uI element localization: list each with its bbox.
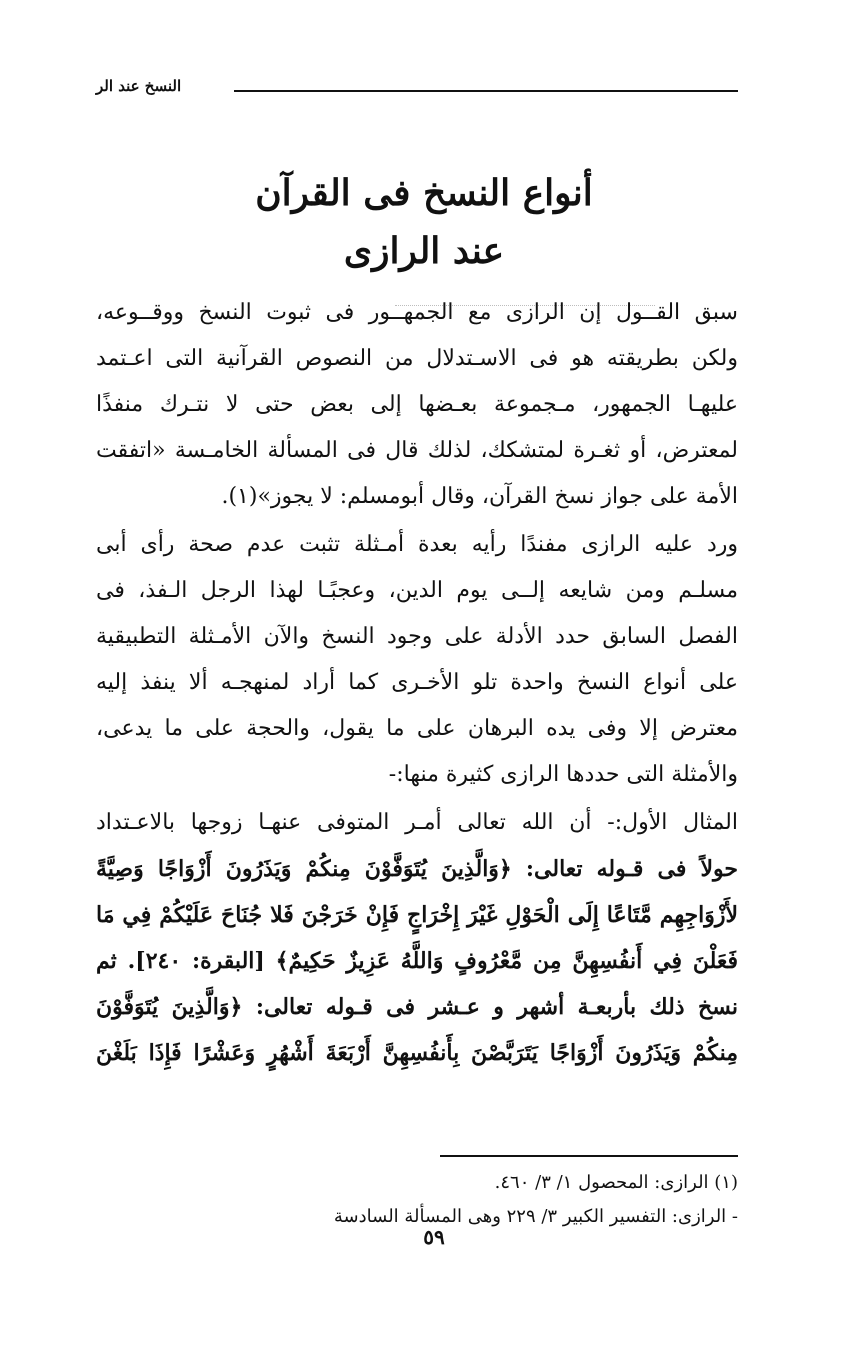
quran-verse-line: لأَزْوَاجِهِم مَّتَاعًا إِلَى الْحَوْلِ غَيْرَ إِخْرَاجٍ فَإِنْ خَرَجْنَ فَلا جُنَاحَ عَلَيْكُمْ فِي مَا <box>96 902 738 928</box>
footnotes <box>96 1166 738 1234</box>
chapter-subtitle: عند الرازى <box>343 230 505 272</box>
text-line: ولكن بطريقته هو فى الاسـتدلال من النصوص القرآنية التى اعـتمد <box>96 346 738 371</box>
quran-verse-line: فَعَلْنَ فِي أَنفُسِهِنَّ مِن مَّعْرُوفٍ وَاللَّهُ عَزِيزٌ حَكِيمٌ﴾ [البقرة: ٢٤٠]. ثم <box>96 948 738 974</box>
header-rule <box>234 90 738 92</box>
text-line: مسلـم ومن شايعه إلــى يوم الدين، وعجبًـا لهذا الرجل الـفذ، فى <box>96 578 738 603</box>
paragraph-2 <box>96 522 738 798</box>
text-line: عليهـا الجمهور، مـجموعة بعـضها إلى بعض حتى لا نتـرك منفذًا <box>96 392 738 417</box>
text-line: على أنواع النسخ واحدة تلو الأخـرى كما أراد لمنهجـه ألا ينفذ إليه <box>96 670 738 695</box>
text-line: لمعترض، أو ثغـرة لمتشكك، لذلك قال فى المسألة الخامـسة «اتفقت <box>96 438 738 463</box>
footnote-1: (١) الرازى: المحصول ١/ ٣/ ٤٦٠. <box>494 1172 738 1193</box>
quran-verse-line: حولاً فى قـوله تعالى: ﴿وَالَّذِينَ يُتَوَفَّوْنَ مِنكُمْ وَيَذَرُونَ أَزْوَاجًا وَصِيَّةً <box>96 856 738 882</box>
text-line: ورد عليه الرازى مفندًا رأيه بعدة أمـثلة تثبت عدم صحة رأى أبى <box>96 532 738 557</box>
running-header-title: النسخ عند الر <box>96 77 182 95</box>
text-line: والأمثلة التى حددها الرازى كثيرة منها:- <box>388 762 738 787</box>
quran-verse-line: نسخ ذلك بأربعـة أشهر و عـشر فى قـوله تعالى: ﴿وَالَّذِينَ يُتَوَفَّوْنَ <box>96 994 738 1020</box>
paragraph-1 <box>96 290 738 520</box>
chapter-title: أنواع النسخ فى القرآن <box>255 172 593 214</box>
quran-verse-line: مِنكُمْ وَيَذَرُونَ أَزْوَاجًا يَتَرَبَّصْنَ بِأَنفُسِهِنَّ أَرْبَعَةَ أَشْهُرٍ وَعَشْرًا فَإِذَا بَلَغْنَ <box>96 1040 738 1066</box>
text-line: معترض إلا وفى يده البرهان على ما يقول، والحجة على ما يدعى، <box>96 716 738 741</box>
footnote-separator <box>440 1155 738 1157</box>
page-number: ٥٩ <box>423 1225 445 1249</box>
text-line: سبق القــول إن الرازى مع الجمهــور فى ثبوت النسخ ووقــوعه، <box>96 300 738 325</box>
running-header <box>96 76 738 100</box>
paragraph-3 <box>96 800 738 1076</box>
text-line: المثال الأول:- أن الله تعالى أمـر المتوفى عنهـا زوجها بالاعـتداد <box>96 810 738 835</box>
text-line: الأمة على جواز نسخ القرآن، وقال أبومسلم: لا يجوز»(١). <box>221 484 738 509</box>
footnote-2: - الرازى: التفسير الكبير ٣/ ٢٢٩ وهى المسألة السادسة <box>333 1206 738 1227</box>
text-line: الفصل السابق حدد الأدلة على وجود النسخ والآن الأمـثلة التطبيقية <box>96 624 738 649</box>
